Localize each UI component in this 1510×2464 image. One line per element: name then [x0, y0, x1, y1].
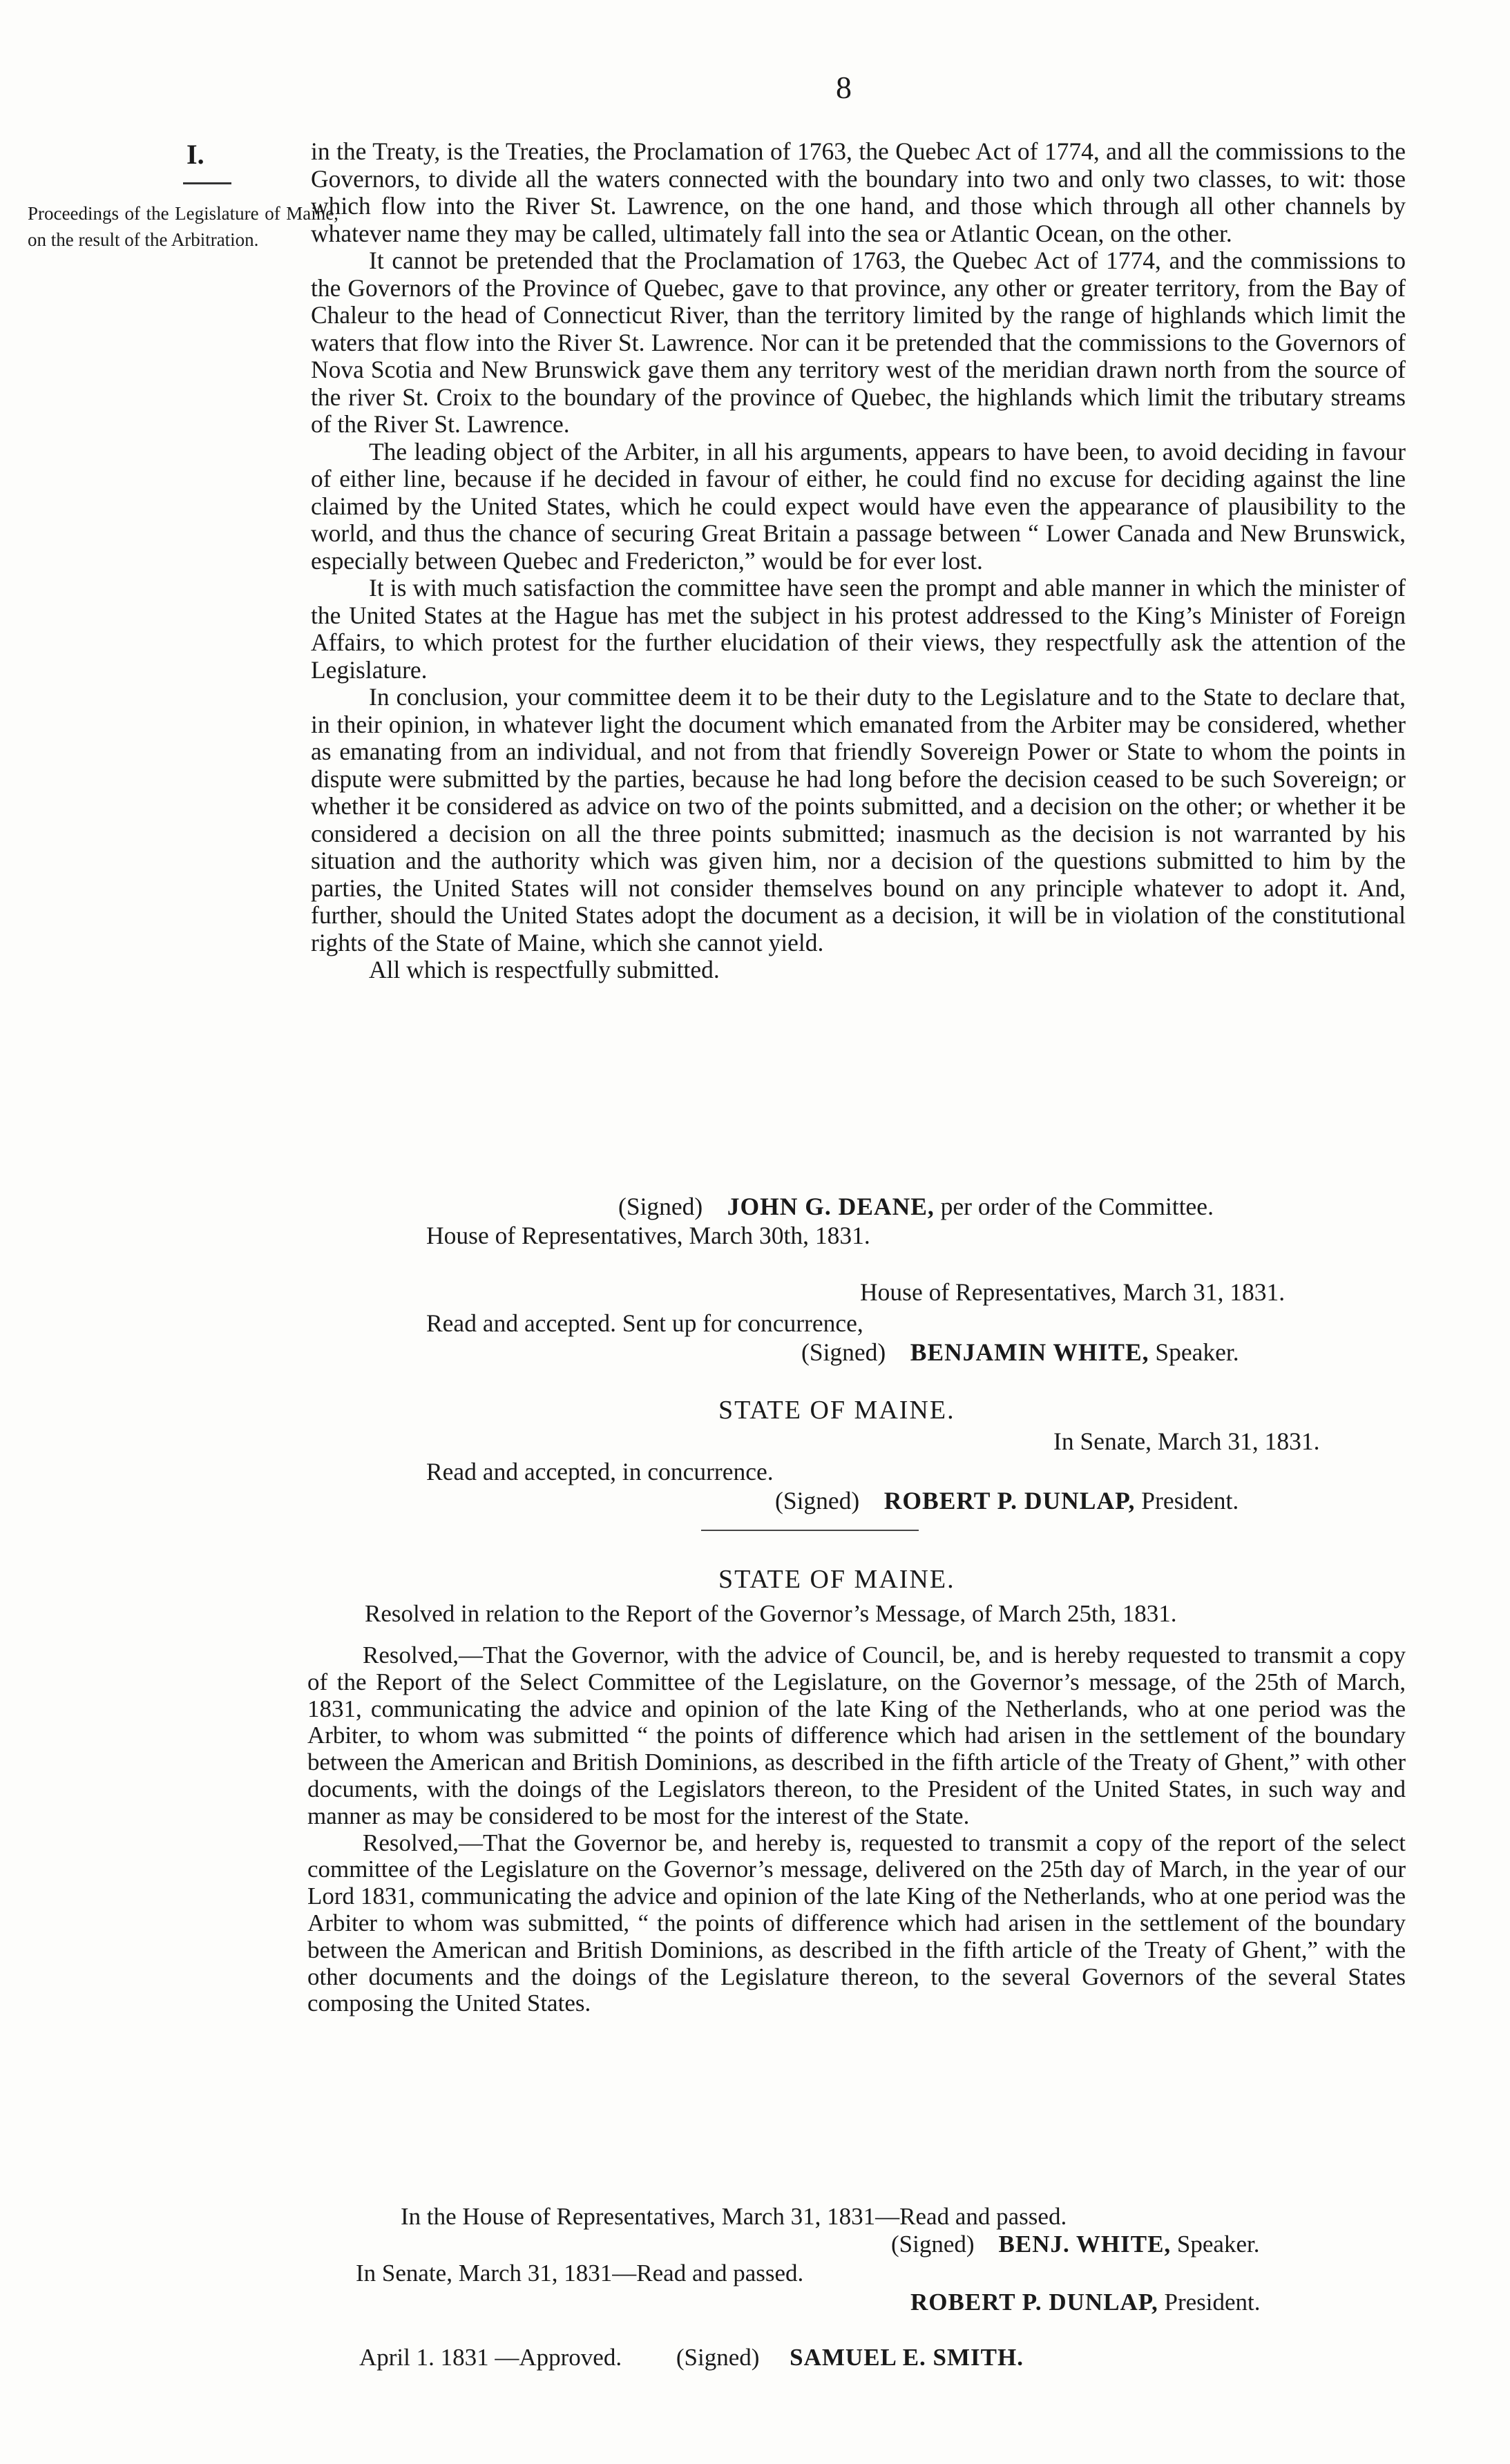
senate-passage: In Senate, March 31, 1831—Read and passed. [356, 2260, 804, 2287]
signed-label: (Signed) [618, 1193, 703, 1220]
report-paragraph: It cannot be pretended that the Proclamation of 1763, the Quebec Act of 1774, and the commissions to the Governors of the Province of Quebec, gave to that province, any other or greater territory, from the Bay of Chaleur to the head of Connecticut River, than the territory limited by the range of highlands which limit the waters that flow into the River St. Lawrence. Nor can it be pretended that the commissions to the Governors of Nova Scotia and New Brunswick gave them any territory west of the meridian drawn north from the source of the river St. Croix to the boundary of the province of Quebec, the highlands which limit the tributary streams of the River St. Lawrence. [311, 247, 1406, 438]
senate-heading: STATE OF MAINE. [718, 1396, 955, 1425]
committee-report-body [311, 138, 1406, 984]
signer-name: SAMUEL E. SMITH. [790, 2344, 1024, 2371]
senate-passage-signature [910, 2289, 1261, 2316]
signer-name: BENJ. WHITE, [998, 2231, 1172, 2258]
house-action-signature [801, 1338, 1239, 1367]
report-date-line: House of Representatives, March 30th, 1831. [426, 1222, 870, 1249]
report-paragraph: In conclusion, your committee deem it to be their duty to the Legislature and to the State to declare that, in their opinion, in whatever light the document which emanated from the Arbiter may be considered, whether as emanating from an individual, and not from that friendly Sovereign Power or State to whom the points in dispute were submitted by the parties, because he had long before the decision ceased to be such Sovereign; or whether it be considered as advice on two of the points submitted, and a decision on the other; or whether it be considered a decision on all the three points submitted; inasmuch as the decision is not warranted by his situation and the authority which was given him, nor a decision of the questions submitted to him by the parties, the United States will not consider themselves bound on any principle whatever to adopt it. And, further, should the United States adopt the document as a decision, it will be in violation of the constitutional rights of the State of Maine, which she cannot yield. [311, 683, 1406, 956]
signer-role: President. [1164, 2289, 1261, 2316]
report-closing: All which is respectfully submitted. [369, 956, 720, 983]
signer-role: President. [1141, 1487, 1239, 1514]
section-divider [701, 1530, 919, 1531]
resolves-heading: STATE OF MAINE. [718, 1565, 955, 1594]
signer-name: ROBERT P. DUNLAP, [910, 2289, 1158, 2316]
signer-name: ROBERT P. DUNLAP, [883, 1487, 1136, 1514]
report-paragraph: It is with much satisfaction the committee have seen the prompt and able manner in which the minister of the United States at the Hague has met the subject in his protest addressed to the King’s Minister of Foreign Affairs, to which protest for the further elucidation of their views, they respectfully ask the attention of the Legislature. [311, 574, 1406, 684]
approval-line [359, 2344, 1024, 2371]
signed-label: (Signed) [676, 2344, 760, 2371]
margin-divider [183, 182, 231, 184]
approval-date: April 1. 1831 —Approved. [359, 2344, 622, 2371]
resolve-paragraph: Resolved,—That the Governor, with the advice of Council, be, and is hereby requested to transmit a copy of the Report of the Select Committee of the Legislature, on the Governor’s message, of the 25th of March, 1831, communicating the advice and opinion of the late King of the Netherlands, who at one period was the Arbiter, to whom was submitted “ the points of difference which had arisen in the settlement of the boundary between the American and British Dominions, as described in the fifth article of the Treaty of Ghent,” with other documents, with the doings of the Legislators thereon, to the President of the United States, in such way and manner as may be considered to be most for the interest of the State. [307, 1642, 1406, 1829]
senate-action-date: In Senate, March 31, 1831. [1053, 1427, 1320, 1455]
house-action-date: House of Representatives, March 31, 1831. [860, 1278, 1286, 1306]
report-paragraph: The leading object of the Arbiter, in all his arguments, appears to have been, to avoid deciding in favour of either line, because if he decided in favour of either, he could find no excuse for deciding against the line claimed by the United States, which he could expect would have even the appearance of plausibility to the world, and thus the chance of securing Great Britain a passage between “ Lower Canada and New Brunswick, especially between Quebec and Fredericton,” would be for ever lost. [311, 437, 1406, 575]
signed-label: (Signed) [775, 1487, 860, 1514]
signer-role: Speaker. [1176, 2231, 1260, 2258]
signer-name: JOHN G. DEANE, [727, 1193, 935, 1220]
section-number: I. [187, 139, 204, 170]
house-passage-signature [891, 2231, 1259, 2258]
resolve-paragraph: Resolved,—That the Governor be, and hereby is, requested to transmit a copy of the report of the select committee of the Legislature on the Governor’s message, delivered on the 25th day of March, in the year of our Lord 1831, communicating the advice and opinion of the late King of the Netherlands, who at one period was the Arbiter to whom was submitted, “ the points of difference which had arisen in the settlement of the boundary between the American and British Dominions, as described in the fifth article of the Treaty of Ghent,” with the other documents and the doings of the Legislature thereon, to the several Governors of the several States composing the United States. [307, 1829, 1406, 2017]
house-passage: In the House of Representatives, March 31, 1831—Read and passed. [401, 2203, 1067, 2230]
signer-role: Speaker. [1155, 1338, 1239, 1366]
resolves-title: Resolved in relation to the Report of the Governor’s Message, of March 25th, 1831. [365, 1600, 1177, 1627]
report-paragraph: in the Treaty, is the Treaties, the Proclamation of 1763, the Quebec Act of 1774, and all the commissions to the Governors, to divide all the waters connected with the boundary into two and only two classes, to wit: those which flow into the River St. Lawrence, on the one hand, and those which through all other channels by whatever name they may be called, ultimately fall into the sea or Atlantic Ocean, on the other. [311, 137, 1406, 247]
house-action-text: Read and accepted. Sent up for concurrence, [426, 1309, 863, 1337]
report-signature [618, 1192, 1214, 1221]
page-number: 8 [836, 70, 852, 105]
resolves-body [307, 1642, 1406, 2017]
signer-name: BENJAMIN WHITE, [910, 1338, 1149, 1366]
signed-label: (Signed) [891, 2231, 975, 2258]
senate-action-text: Read and accepted, in concurrence. [426, 1458, 774, 1485]
signer-role: per order of the Committee. [940, 1193, 1214, 1220]
margin-note: Proceedings of the Legislature of Maine, on the result of the Arbitration. [28, 203, 338, 250]
signed-label: (Signed) [801, 1338, 886, 1366]
senate-action-signature [775, 1486, 1239, 1515]
